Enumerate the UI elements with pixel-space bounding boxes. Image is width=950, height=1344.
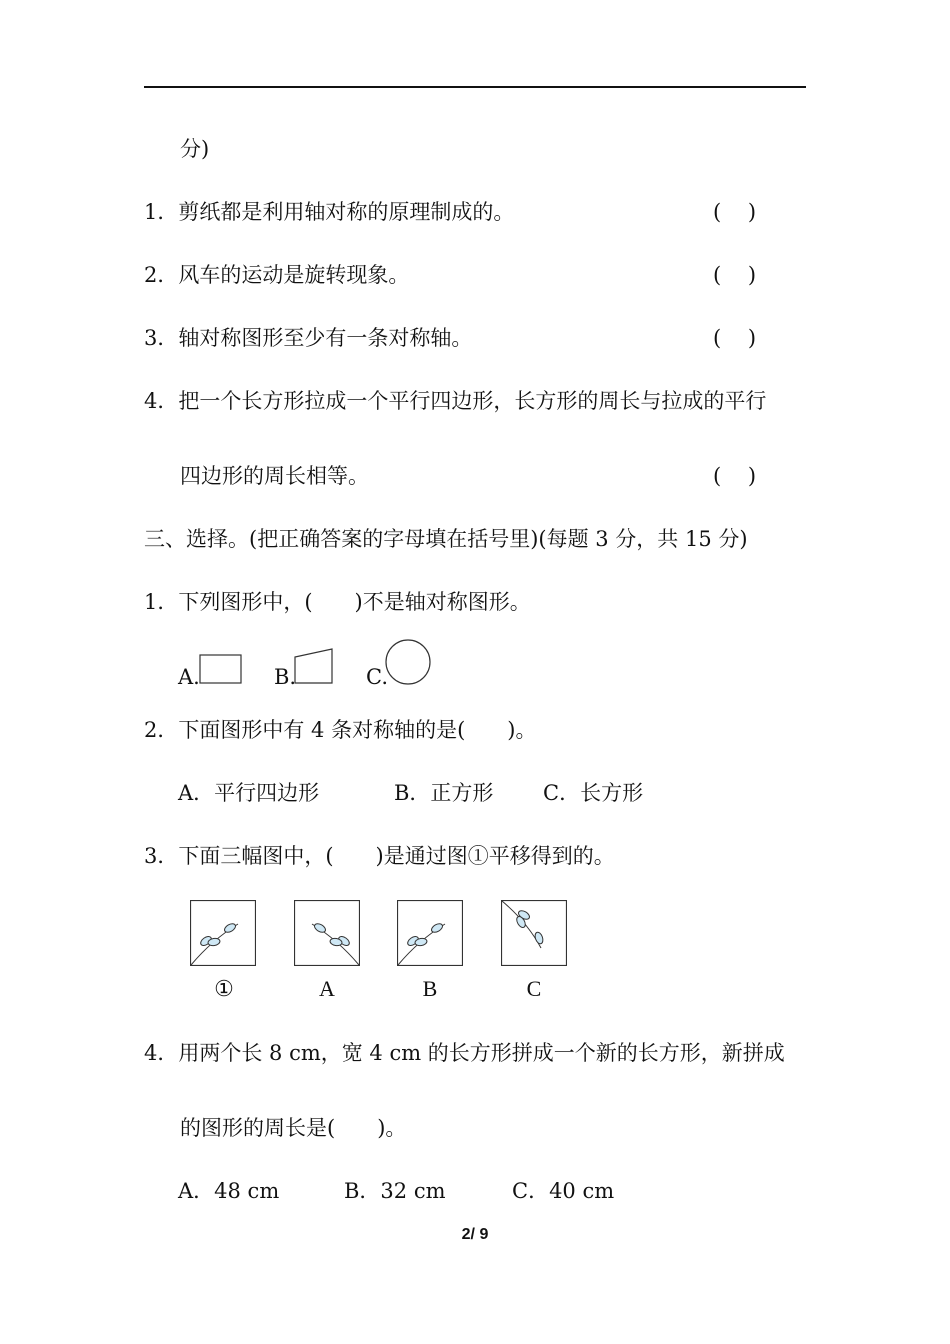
choice-q2-option-a[interactable]: A．平行四边形 (178, 781, 320, 805)
rectangle-shape (199, 654, 243, 684)
choice-q3: 3．下面三幅图中，( )是通过图①平移得到的。 (144, 844, 615, 868)
choice-q4: 4．用两个长 8 cm，宽 4 cm 的长方形拼成一个新的长方形，新拼成 (144, 1041, 785, 1065)
judge-q4-answer-paren[interactable]: ( ) (713, 464, 757, 488)
trapezoid-shape (294, 648, 334, 684)
figure-original-branch (190, 900, 256, 966)
choice-q4-continuation: 的图形的周长是( )。 (180, 1116, 407, 1140)
figure-c-rotated-branch (501, 900, 567, 966)
figure-b-translated-branch (397, 900, 463, 966)
figure-label-c[interactable]: C (526, 976, 542, 1001)
figure-label-b[interactable]: B (422, 976, 438, 1001)
choice-q1-option-b[interactable]: B. (274, 665, 297, 689)
judge-q4: 4．把一个长方形拉成一个平行四边形，长方形的周长与拉成的平行 (144, 389, 767, 413)
section-three-heading: 三、选择。(把正确答案的字母填在括号里)(每题 3 分，共 15 分) (144, 527, 748, 551)
judge-q3: 3．轴对称图形至少有一条对称轴。 (144, 326, 473, 350)
page-number: 2/ 9 (461, 1226, 489, 1243)
judge-q3-answer-paren[interactable]: ( ) (713, 326, 757, 350)
choice-q1-option-c[interactable]: C. (366, 665, 388, 689)
judge-q4-continuation: 四边形的周长相等。 (180, 464, 369, 488)
choice-q2-option-c[interactable]: C．长方形 (543, 781, 644, 805)
continuation-text: 分) (180, 137, 210, 161)
choice-q4-option-c[interactable]: C．40 cm (512, 1179, 615, 1203)
header-rule (144, 86, 806, 88)
judge-q2: 2．风车的运动是旋转现象。 (144, 263, 410, 287)
figure-a-mirrored-branch (294, 900, 360, 966)
judge-q1-answer-paren[interactable]: ( ) (713, 200, 757, 224)
figure-label-a[interactable]: A (319, 976, 335, 1001)
choice-q2-option-b[interactable]: B．正方形 (394, 781, 494, 805)
circle-shape (384, 638, 432, 686)
choice-q1-option-a[interactable]: A. (178, 665, 200, 689)
choice-q4-option-a[interactable]: A．48 cm (178, 1179, 280, 1203)
judge-q1: 1．剪纸都是利用轴对称的原理制成的。 (144, 200, 515, 224)
figure-label-original: ① (214, 976, 234, 1001)
judge-q2-answer-paren[interactable]: ( ) (713, 263, 757, 287)
choice-q4-option-b[interactable]: B．32 cm (344, 1179, 446, 1203)
choice-q2: 2．下面图形中有 4 条对称轴的是( )。 (144, 718, 537, 742)
choice-q1: 1．下列图形中，( )不是轴对称图形。 (144, 590, 531, 614)
